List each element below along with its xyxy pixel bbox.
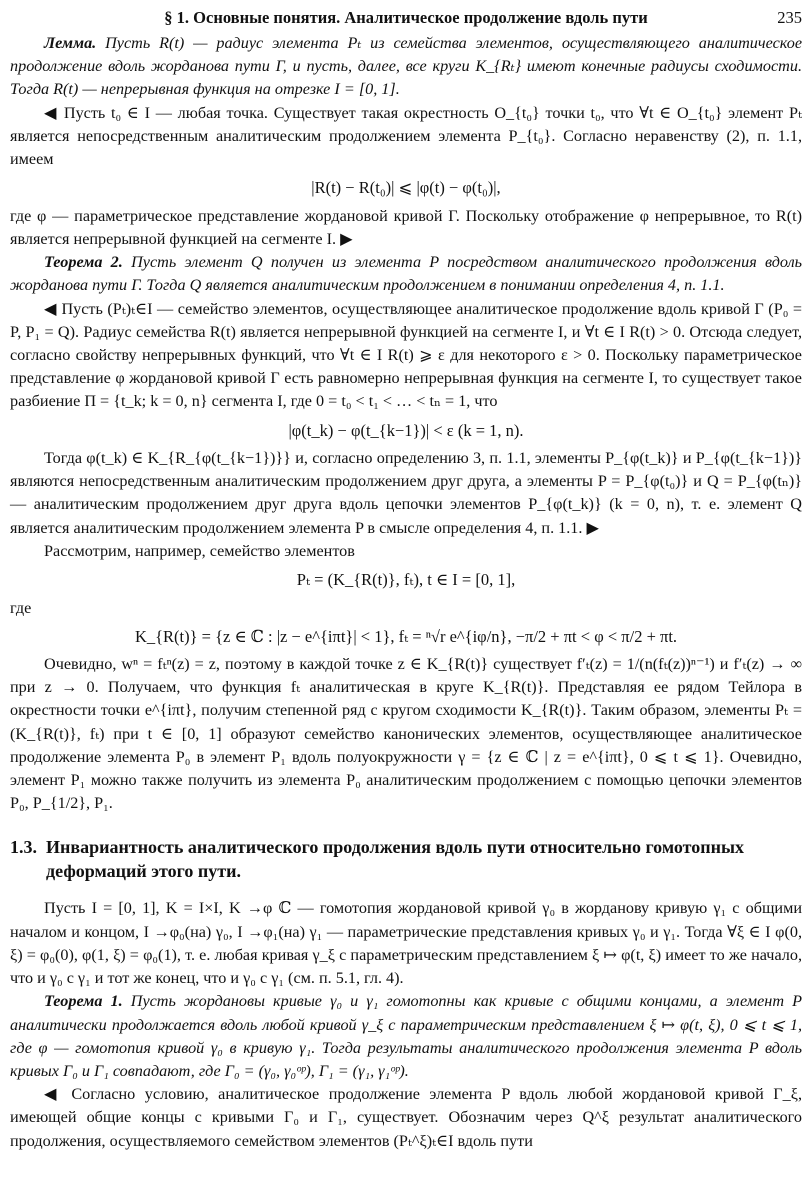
equation-partition: |φ(t_k) − φ(t_{k−1})| < ε (k = 1, n).	[288, 420, 524, 440]
proof1-text: ◀ Пусть t₀ ∈ I — любая точка. Существует такая окрестность O_{t₀} точки t₀, что ∀t ∈ O_{t₀} элемент Pₜ является непосредственным аналитическим продолжением элемента P_{t₀}. Согласно неравенству (2), п. 1.1, имеем	[10, 103, 802, 169]
section-paragraph: Пусть I = [0, 1], K = I×I, K →φ ℂ — гомотопия жордановой кривой γ₀ в жорданову кривую γ₁ с общими началом и концом, I →φ₀(на) γ₀, I →φ₁(на) γ₁ — параметрические представления кривых γ₀ и γ₁. Тогда ∀ξ ∈ I φ(0, ξ) = φ₀(0), φ(1, ξ) = φ₀(1), т. е. любая кривая γ_ξ с параметрическим представлением ξ ↦ φ(t, ξ) имеет то же начало, что и γ₀ с γ₁ и тот же конец, что и γ₀ с γ₁ (см. п. 5.1, гл. 4).	[10, 899, 802, 988]
lemma-label: Лемма.	[44, 34, 97, 52]
example-where: где	[10, 598, 32, 617]
theorem1-label: Теорема 1.	[44, 992, 123, 1011]
section-number: 1.3.	[10, 837, 37, 858]
theorem2	[10, 251, 802, 297]
page	[10, 6, 802, 1153]
theorem2-label: Теорема 2.	[44, 253, 123, 272]
proof2-text: ◀ Пусть (Pₜ)ₜ∈I — семейство элементов, осуществляющее аналитическое продолжение вдоль кривой Γ (P₀ = P, P₁ = Q). Радиус семейства R(t) является непрерывной функцией на сегменте I, и ∀t ∈ I R(t) > 0. Отсюда следует, согласно свойству непрерывных функций, что ∀t ∈ I R(t) ⩾ ε для некоторого ε > 0. Поскольку параметрическое представление φ жордановой кривой Γ есть равномерно непрерывная функция на сегменте I, то существует такое разбиение Π = {t_k; k = 0, n} сегмента I, где 0 = t₀ < t₁ < … < tₙ = 1, что	[10, 299, 802, 411]
example-text: Очевидно, wⁿ = fₜⁿ(z) = z, поэтому в каждой точке z ∈ K_{R(t)} существует f′ₜ(z) = 1/(n(fₜ(z))ⁿ⁻¹) и f′ₜ(z) → ∞ при z → 0. Получаем, что функция fₜ аналитическая в круге K_{R(t)}. Представляя ее рядом Тейлора в окрестности точки e^{iπt}, получим степенной ряд с кругом сходимости K_{R(t)}. Таким образом, элементы Pₜ = (K_{R(t)}, fₜ) при t ∈ [0, 1] образуют семейство канонических элементов, осуществляющее аналитическое продолжение элемента P₀ в элемент P₁ вдоль полуокружности γ = {z ∈ ℂ | z = e^{iπt}, 0 ⩽ t ⩽ 1}. Очевидно, элемент P₁ можно также получить из элемента P₀ аналитическим продолжением с помощью цепочки элементов P₀, P_{1/2}, P₁.	[10, 655, 802, 813]
theorem1-text: Пусть жордановы кривые γ₀ и γ₁ гомотопны как кривые с общими концами, а элемент P аналитически продолжается вдоль любой кривой γ_ξ с параметрическим представлением ξ ↦ φ(t, ξ), 0 ⩽ t ⩽ 1, где φ — гомотопия кривой γ₀ в кривую γ₁. Тогда результаты аналитического продолжения элемента P вдоль кривых Γ₀ и Γ₁ совпадают, где Γ₀ = (γ₀, γ₀ᵒᵖ), Γ₁ = (γ₁, γ₁ᵒᵖ).	[10, 992, 802, 1080]
example-intro: Рассмотрим, например, семейство элементов	[44, 541, 355, 560]
lemma	[10, 32, 802, 102]
section-title: Инвариантность аналитического продолжения вдоль пути относительно гомотопных деформаций этого пути.	[46, 837, 745, 882]
section-heading	[10, 835, 802, 883]
proof1-after: где φ — параметрическое представление жордановой кривой Γ. Поскольку отображение φ непрерывное, то R(t) является непрерывной функцией на сегменте I. ▶	[10, 206, 802, 248]
equation-radius-inequality: |R(t) − R(t₀)| ⩽ |φ(t) − φ(t₀)|,	[311, 178, 501, 198]
proof3-text: ◀ Согласно условию, аналитическое продолжение элемента P вдоль любой жордановой кривой Γ_ξ, имеющей общие концы с кривыми Γ₀ и Γ₁, существует. Обозначим через Q^ξ результат аналитического продолжения, осуществляемого семейством элементов (Pₜ^ξ)ₜ∈I вдоль пути	[10, 1085, 802, 1150]
page-number: 235	[777, 8, 802, 27]
equation-disk-def: K_{R(t)} = {z ∈ ℂ : |z − e^{iπt}| < 1}, fₜ = ⁿ√r e^{iφ/n}, −π/2 + πt < φ < π/2 + πt.	[134, 626, 678, 646]
theorem2-text: Пусть элемент Q получен из элемента P посредством аналитического продолжения вдоль жорданова пути Γ. Тогда Q является аналитическим продолжением в понимании определения 4, п. 1.1.	[10, 253, 803, 295]
proof2-after: Тогда φ(t_k) ∈ K_{R_{φ(t_{k−1})}} и, согласно определению 3, п. 1.1, элементы P_{φ(t_k)} и P_{φ(t_{k−1})} являются непосредственным аналитическим продолжением друг друга, а элементы P = P_{φ(t₀)} и Q = P_{φ(tₙ)} — аналитическим продолжением друг друга вдоль цепочки элементов P_{φ(t_k)} (k = 0, n), т. е. элемент Q является аналитическим продолжением элемента P в смысле определения 4, п. 1.1. ▶	[10, 449, 802, 537]
header-title: § 1. Основные понятия. Аналитическое продолжение вдоль пути	[164, 8, 648, 27]
theorem1	[10, 990, 802, 1083]
equation-family: Pₜ = (K_{R(t)}, fₜ), t ∈ I = [0, 1],	[296, 570, 516, 590]
lemma-text: Пусть R(t) — радиус элемента Pₜ из семейства элементов, осуществляющего аналитическое продолжение вдоль жорданова пути Γ, и пусть, далее, все круги K_{Rₜ} имеют конечные радиусы сходимости. Тогда R(t) — непрерывная функция на отрезке I = [0, 1].	[10, 34, 803, 99]
running-header	[10, 6, 802, 32]
